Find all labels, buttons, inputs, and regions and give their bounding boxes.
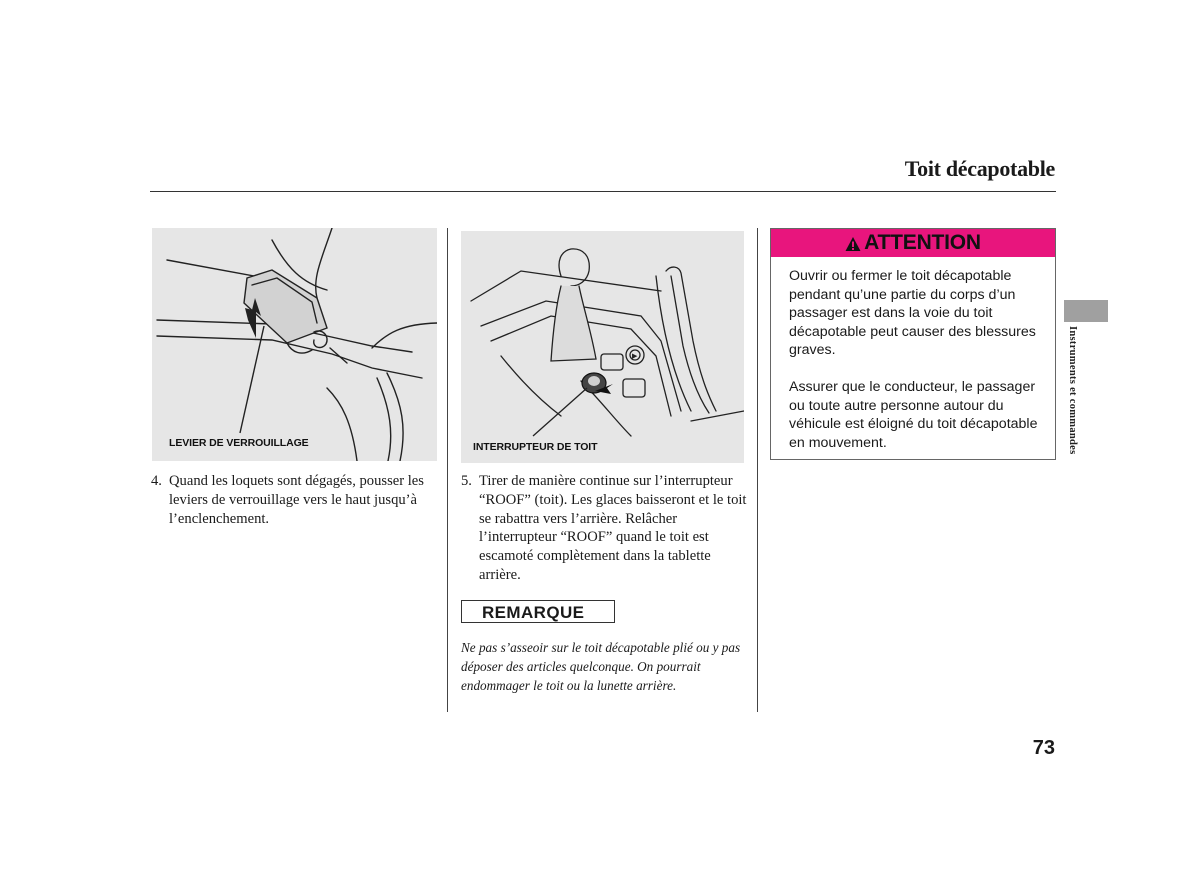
- remarque-text: Ne pas s’asseoir sur le toit décapotable plié ou y pas déposer des articles quelconque. On pourrait endommager le toit ou la lunette arrière.: [461, 640, 741, 693]
- step-number: 5.: [461, 473, 472, 489]
- attention-box: [770, 228, 1056, 460]
- warning-triangle-icon: [845, 236, 861, 252]
- step-5: [461, 472, 751, 585]
- attention-title: ATTENTION: [864, 231, 981, 254]
- latch-lever-illustration: [152, 228, 437, 461]
- step-number: 4.: [151, 473, 162, 489]
- header-divider: [150, 191, 1056, 192]
- page-title: Toit décapotable: [904, 156, 1055, 181]
- attention-paragraph-2: Assurer que le conducteur, le passager ou toute autre personne autour du véhicule est éloigné du toit décapotable en mouvement.: [789, 379, 1038, 451]
- attention-header: [771, 229, 1055, 257]
- roof-switch-console-illustration: [461, 231, 744, 463]
- latch-lever-figure: [152, 228, 437, 461]
- step-text: Tirer de manière continue sur l’interrupteur “ROOF” (toit). Les glaces baisseront et le toit se rabattra vers l’arrière. Relâcher l’interrupteur “ROOF” quand le toit est escamoté complètement dans la tablette arrière.: [479, 473, 747, 583]
- svg-text:▶: ▶: [632, 353, 638, 360]
- roof-switch-figure: [461, 231, 744, 463]
- step-text: Quand les loquets sont dégagés, pousser les leviers de verrouillage vers le haut jusqu’à l’enclenchement.: [169, 473, 424, 527]
- column-divider-left: [447, 228, 448, 712]
- page-number: 73: [1032, 737, 1055, 759]
- remarque-label: REMARQUE: [461, 600, 615, 623]
- section-label: Instruments et commandes: [1067, 326, 1078, 455]
- attention-paragraph-1: Ouvrir ou fermer le toit décapotable pendant qu’une partie du corps d’un passager est dans la voie du toit décapotable peut causer des blessures graves.: [789, 268, 1036, 359]
- roof-switch-caption: INTERRUPTEUR DE TOIT: [473, 441, 598, 453]
- section-tab: [1064, 300, 1108, 322]
- column-divider-right: [757, 228, 758, 712]
- step-4: [151, 472, 431, 528]
- latch-lever-caption: LEVIER DE VERROUILLAGE: [169, 437, 309, 449]
